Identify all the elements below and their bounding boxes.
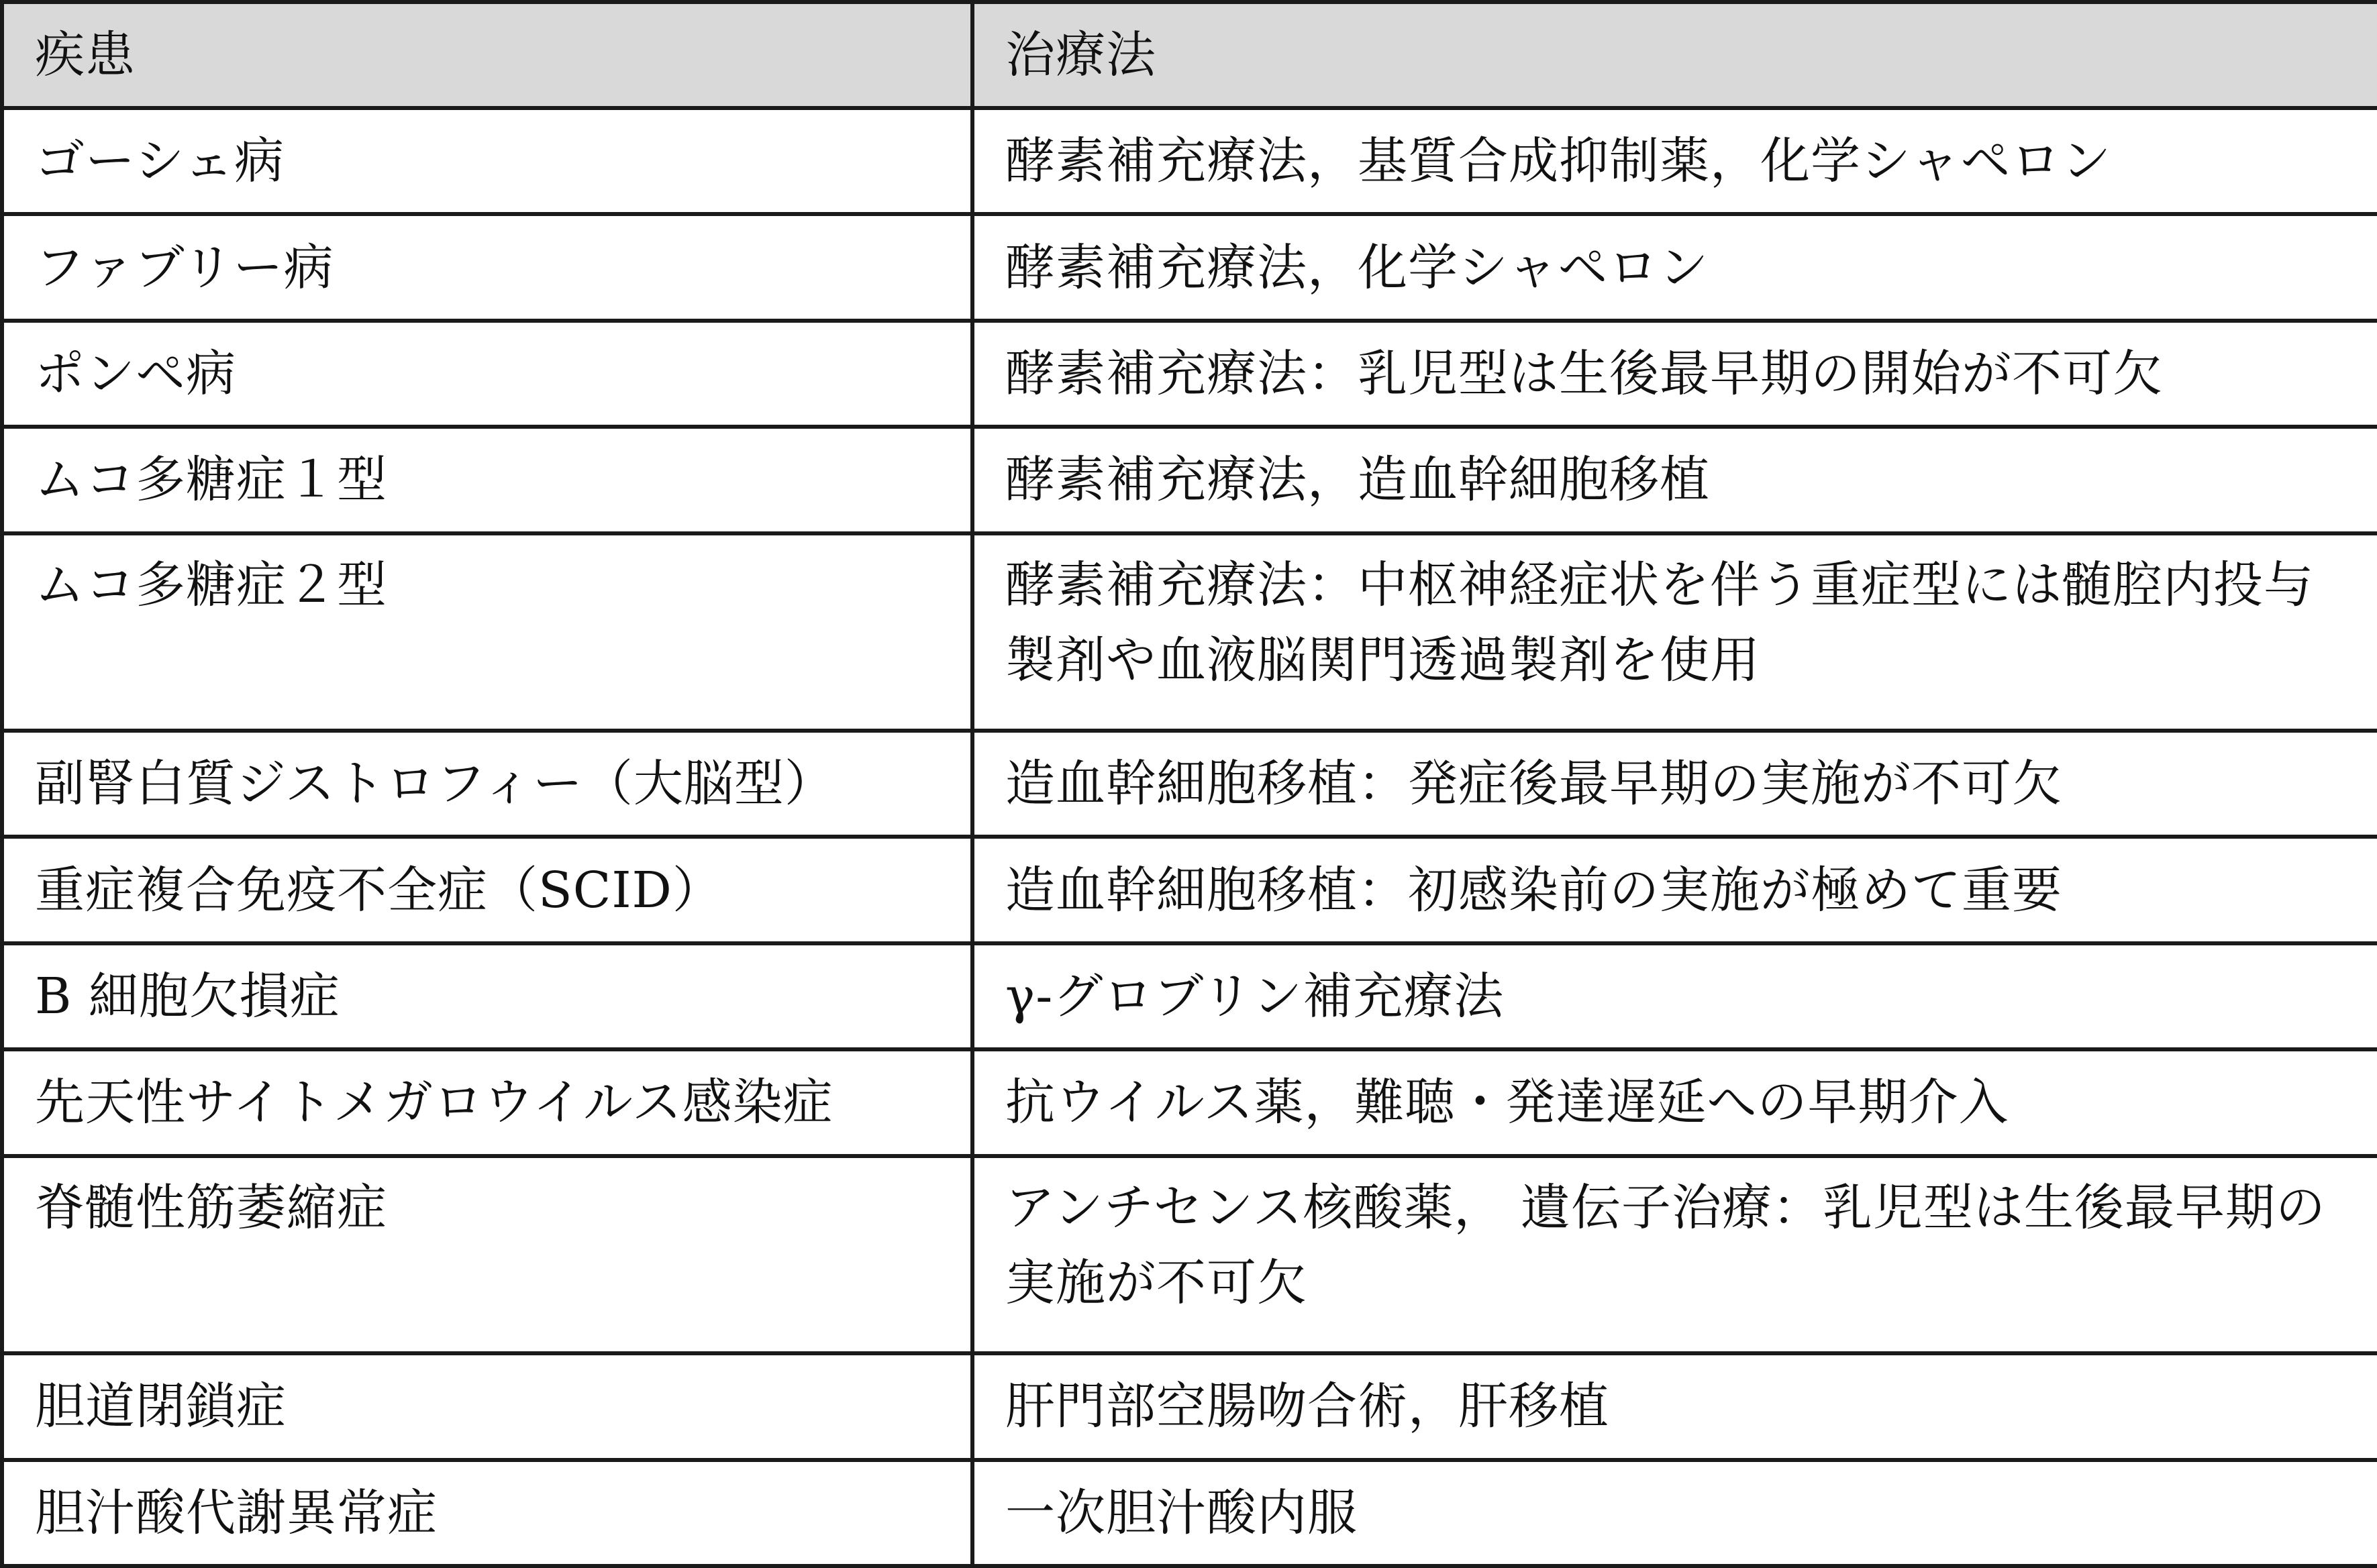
table-row — [2, 837, 2377, 943]
header-disease: 疾患 — [2, 2, 972, 108]
table-row — [2, 731, 2377, 837]
treatment-cell: 酵素補充療法：中枢神経症状を伴う重症型には髄腔内投与製剤や血液脳関門透過製剤を使用 — [972, 533, 2377, 731]
disease-cell: ムコ多糖症２型 — [2, 533, 972, 731]
table-row — [2, 533, 2377, 731]
treatment-cell: γ-グロブリン補充療法 — [972, 943, 2377, 1049]
treatment-cell: 造血幹細胞移植：発症後最早期の実施が不可欠 — [972, 731, 2377, 837]
table-row — [2, 1460, 2377, 1567]
treatment-cell: 酵素補充療法，化学シャペロン — [972, 214, 2377, 320]
treatment-cell: 酵素補充療法，基質合成抑制薬，化学シャペロン — [972, 108, 2377, 214]
disease-cell: B 細胞欠損症 — [2, 943, 972, 1049]
treatment-cell: 一次胆汁酸内服 — [972, 1460, 2377, 1567]
table-row — [2, 214, 2377, 320]
table-row — [2, 108, 2377, 214]
treatment-cell: 酵素補充療法，造血幹細胞移植 — [972, 427, 2377, 533]
treatment-cell: 造血幹細胞移植：初感染前の実施が極めて重要 — [972, 837, 2377, 943]
disease-cell: 胆道閉鎖症 — [2, 1353, 972, 1459]
disease-cell: ムコ多糖症１型 — [2, 427, 972, 533]
treatment-cell: 肝門部空腸吻合術，肝移植 — [972, 1353, 2377, 1459]
disease-cell: 重症複合免疫不全症（SCID） — [2, 837, 972, 943]
table-row — [2, 1353, 2377, 1459]
header-treatment: 治療法 — [972, 2, 2377, 108]
table-row — [2, 1156, 2377, 1354]
disease-cell: ゴーシェ病 — [2, 108, 972, 214]
disease-cell: 胆汁酸代謝異常症 — [2, 1460, 972, 1567]
disease-cell: ポンペ病 — [2, 321, 972, 427]
table-row — [2, 427, 2377, 533]
treatment-cell: 酵素補充療法：乳児型は生後最早期の開始が不可欠 — [972, 321, 2377, 427]
disease-cell: 脊髄性筋萎縮症 — [2, 1156, 972, 1354]
treatment-cell: アンチセンス核酸薬， 遺伝子治療：乳児型は生後最早期の実施が不可欠 — [972, 1156, 2377, 1354]
table-row — [2, 321, 2377, 427]
disease-cell: 副腎白質ジストロフィー（大脳型） — [2, 731, 972, 837]
table-row — [2, 1049, 2377, 1155]
disease-cell: ファブリー病 — [2, 214, 972, 320]
treatment-cell: 抗ウイルス薬，難聴・発達遅延への早期介入 — [972, 1049, 2377, 1155]
table-row — [2, 943, 2377, 1049]
disease-cell: 先天性サイトメガロウイルス感染症 — [2, 1049, 972, 1155]
table-header-row — [2, 2, 2377, 108]
